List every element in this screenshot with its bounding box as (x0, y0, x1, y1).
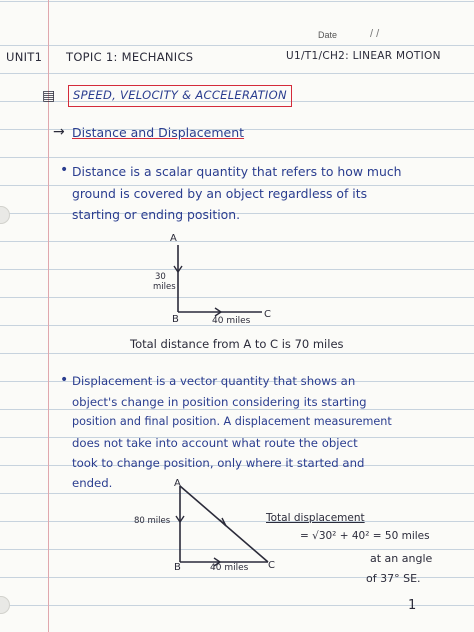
topic-label: TOPIC 1: MECHANICS (66, 50, 194, 64)
displacement-line-4: does not take into account what route the object (72, 436, 358, 450)
date-label: Date (318, 30, 338, 40)
horizontal-displacement-label: 40 miles (210, 563, 249, 573)
displacement-line-3: position and final position. A displacement measurement (72, 415, 392, 428)
notepad-icon: ▤ (42, 88, 56, 104)
subheading: Distance and Displacement (72, 125, 245, 140)
vertical-distance-value: 30 (155, 272, 166, 282)
displacement-formula: = √30² + 40² = 50 miles (300, 530, 430, 542)
angle-line-2: of 37° SE. (366, 572, 421, 585)
displacement-line-5: took to change position, only where it started and (72, 456, 365, 470)
point-c-label: C (264, 309, 271, 320)
distance-line-2: ground is covered by an object regardless of its (72, 186, 368, 201)
page-number: 1 (408, 598, 417, 613)
bullet: • (60, 372, 69, 388)
point-c-label: C (268, 560, 275, 571)
point-b-label: B (172, 314, 179, 325)
point-a-label: A (174, 478, 181, 489)
point-a-label: A (170, 233, 177, 244)
distance-caption: Total distance from A to C is 70 miles (130, 337, 344, 351)
angle-line-1: at an angle (370, 552, 433, 565)
chapter-code: U1/T1/CH2: LINEAR MOTION (286, 50, 441, 62)
distance-line-3: starting or ending position. (72, 207, 241, 222)
arrow-right-icon: → (53, 124, 65, 140)
date-value: / / (370, 28, 380, 40)
section-title: SPEED, VELOCITY & ACCELERATION (73, 88, 287, 102)
point-b-label: B (174, 562, 181, 573)
displacement-line-1: Displacement is a vector quantity that shows an (72, 374, 356, 388)
total-displacement-label: Total displacement (266, 512, 365, 524)
displacement-line-6: ended. (72, 476, 113, 490)
distance-line-1: Distance is a scalar quantity that refers to how much (72, 164, 402, 179)
displacement-line-2: object's change in position considering its starting (72, 395, 367, 409)
vertical-displacement-label: 80 miles (134, 516, 171, 526)
bullet: • (60, 162, 69, 178)
horizontal-distance-label: 40 miles (212, 316, 251, 326)
unit-label: UNIT1 (6, 50, 43, 64)
vertical-distance-unit: miles (153, 282, 176, 292)
